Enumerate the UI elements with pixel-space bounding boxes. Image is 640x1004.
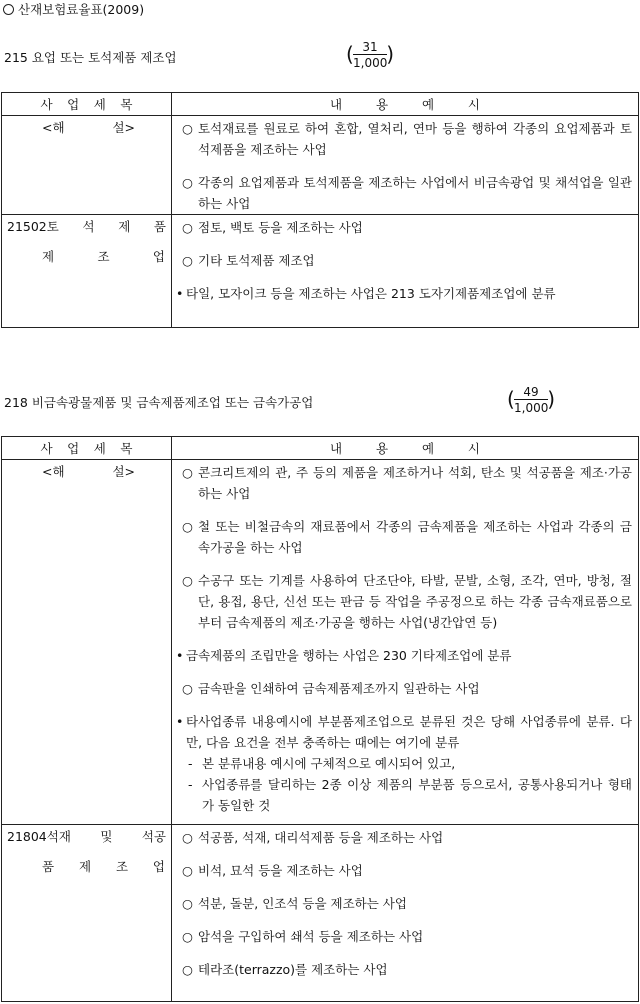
table-row <box>2 825 639 1002</box>
list-item <box>172 516 638 558</box>
header-char: 예 <box>421 441 435 456</box>
dash-bullet-icon: - <box>188 756 193 771</box>
list-item <box>172 462 638 504</box>
label-part: 석공 <box>141 829 166 844</box>
list-item <box>172 827 638 848</box>
header-business-detail <box>2 437 172 460</box>
table-row <box>2 116 639 215</box>
circle-bullet-icon: ○ <box>182 830 193 845</box>
circle-bullet-icon: ○ <box>182 253 193 268</box>
label-part: 품 <box>153 219 166 234</box>
list-item <box>172 645 638 666</box>
rate-open-paren: ( <box>507 387 515 411</box>
header-char: 예 <box>421 97 435 112</box>
header-char: 용 <box>375 97 389 112</box>
row-label <box>2 825 171 847</box>
list-item-text: 기타 토석제품 제조업 <box>198 253 315 268</box>
spacer <box>172 238 638 250</box>
rate-numerator: 49 <box>523 385 539 399</box>
circle-bullet-icon: ○ <box>182 863 193 878</box>
label-part: 및 <box>100 829 113 844</box>
section-218-table <box>1 436 639 1002</box>
dash-bullet-icon: - <box>188 777 193 792</box>
list-item-text: 본 분류내용 예시에 구체적으로 예시되어 있고, <box>202 756 456 771</box>
header-content-example <box>172 437 639 460</box>
label-part: 제 <box>118 219 131 234</box>
list-item <box>172 711 638 753</box>
header-char: 시 <box>467 97 480 112</box>
spacer <box>172 504 638 516</box>
spacer <box>172 881 638 893</box>
header-content-example-text <box>330 95 480 113</box>
header-business-detail-text <box>41 439 133 457</box>
rate-numerator: 31 <box>362 40 378 54</box>
circle-bullet-icon: ○ <box>182 573 193 588</box>
circle-bullet-icon: ○ <box>182 681 193 696</box>
row-items-cell <box>172 116 639 215</box>
list-item-text: 암석을 구입하여 쇄석 등을 제조하는 사업 <box>198 929 424 944</box>
circle-bullet-icon: ○ <box>182 121 193 136</box>
label-part: 업 <box>152 859 165 874</box>
list-item-text: 테라조(terrazzo)를 제조하는 사업 <box>198 962 388 977</box>
spacer <box>172 947 638 959</box>
section-215-table <box>1 92 639 328</box>
list-item-text: 수공구 또는 기계를 사용하여 단조단야, 타발, 문발, 소형, 조각, 연마, 방청, 절단, 용접, 용단, 신선 또는 판금 등 작업을 주공정으로 하는 각종 금속재료품으로부터 금속제품의 제조·가공을 행하는 사업(냉간압연 등) <box>198 573 632 630</box>
label-part: 설> <box>112 464 135 479</box>
list-item <box>172 118 638 160</box>
circle-bullet-icon: ○ <box>182 465 193 480</box>
circle-bullet-icon: ○ <box>182 896 193 911</box>
list-item <box>172 172 638 214</box>
list-item-text: 점토, 백토 등을 제조하는 사업 <box>198 220 363 235</box>
table-row <box>2 460 639 825</box>
row-label-cell <box>2 116 172 215</box>
spacer <box>172 271 638 283</box>
row-label <box>2 460 171 482</box>
section-218-heading: 218 비금속광물제품 및 금속제품제조업 또는 금속가공업 <box>4 395 314 410</box>
list-item-text: 타일, 모자이크 등을 제조하는 사업은 213 도자기제품제조업에 분류 <box>186 286 556 301</box>
row-label-cell <box>2 460 172 825</box>
label-part: 설> <box>112 120 135 135</box>
row-label-line-2 <box>2 237 171 267</box>
list-item-text: 사업종류를 달리하는 2종 이상 제품의 부분품 등으로서, 공통사용되거나 형태가 동일한 것 <box>202 777 632 813</box>
list-item-text: 토석재료를 원료로 하여 혼합, 열처리, 연마 등을 행하여 각종의 요업제품과 토석제품을 제조하는 사업 <box>198 121 632 157</box>
dot-bullet-icon: • <box>176 648 184 663</box>
rate-fraction <box>353 40 387 70</box>
label-part: 21804석재 <box>7 829 71 844</box>
list-item-text: 타사업종류 내용예시에 부분품제조업으로 분류된 것은 당해 사업종류에 분류. 다만, 다음 요건을 전부 충족하는 때에는 여기에 분류 <box>186 714 632 750</box>
list-item-text: 금속판을 인쇄하여 금속제품제조까지 일관하는 사업 <box>198 681 480 696</box>
label-part: <해 <box>42 464 65 479</box>
rate-close-paren: ) <box>547 387 555 411</box>
list-item <box>172 959 638 980</box>
spacer <box>172 848 638 860</box>
header-char: 세 <box>93 441 106 456</box>
circle-bullet-icon: ○ <box>182 929 193 944</box>
table-header-row <box>2 93 639 116</box>
row-label-cell <box>2 215 172 328</box>
list-item-text: 비석, 묘석 등을 제조하는 사업 <box>198 863 363 878</box>
row-label-cell <box>2 825 172 1002</box>
spacer <box>172 160 638 172</box>
list-item-text: 철 또는 비철금속의 재료품에서 각종의 금속제품을 제조하는 사업과 각종의 금속가공을 하는 사업 <box>198 519 632 555</box>
label-part: 제 <box>78 859 92 874</box>
list-item <box>172 217 638 238</box>
header-char: 목 <box>120 97 133 112</box>
label-part: 품 <box>42 859 55 874</box>
circle-bullet-icon: ○ <box>182 962 193 977</box>
header-char: 시 <box>467 441 480 456</box>
table-header-row <box>2 437 639 460</box>
header-char: 사 <box>40 441 53 456</box>
header-business-detail-text <box>41 95 133 113</box>
row-items-cell <box>172 460 639 825</box>
header-char: 내 <box>330 97 343 112</box>
list-item-text: 각종의 요업제품과 토석제품을 제조하는 사업에서 비금속광업 및 채석업을 일관하는 사업 <box>198 175 632 211</box>
list-item-text: 석공품, 석재, 대리석제품 등을 제조하는 사업 <box>198 830 444 845</box>
label-part: 제 <box>42 249 55 264</box>
header-char: 세 <box>93 97 106 112</box>
row-label <box>2 116 171 138</box>
rate-denominator: 1,000 <box>353 56 388 70</box>
dot-bullet-icon: • <box>176 286 184 301</box>
document-title <box>3 0 144 18</box>
list-item <box>172 570 638 633</box>
section-215-rate <box>346 40 394 74</box>
row-label <box>2 215 171 237</box>
spacer <box>172 633 638 645</box>
list-item <box>172 283 638 304</box>
list-item-text: 콘크리트제의 관, 주 등의 제품을 제조하거나 석회, 탄소 및 석공품을 제조·가공하는 사업 <box>198 465 632 501</box>
dot-bullet-icon: • <box>176 714 184 729</box>
label-part: 업 <box>152 249 165 264</box>
label-part: 조 <box>97 249 110 264</box>
row-items-cell <box>172 215 639 328</box>
list-item <box>172 893 638 914</box>
list-item <box>172 926 638 947</box>
label-part: 석 <box>82 219 95 234</box>
rate-denominator: 1,000 <box>514 401 549 415</box>
header-char: 업 <box>67 441 80 456</box>
list-item <box>172 753 638 774</box>
list-item <box>172 250 638 271</box>
spacer <box>172 558 638 570</box>
list-item <box>172 774 638 816</box>
circle-bullet-icon <box>3 4 14 15</box>
header-char: 사 <box>40 97 53 112</box>
list-item <box>172 860 638 881</box>
document-title-text: 산재보험료율표(2009) <box>18 2 145 17</box>
rate-close-paren: ) <box>386 42 394 66</box>
section-218-rate <box>507 385 555 419</box>
list-item-text: 석분, 돌분, 인조석 등을 제조하는 사업 <box>198 896 407 911</box>
list-item-text: 금속제품의 조립만을 행하는 사업은 230 기타제조업에 분류 <box>186 648 512 663</box>
header-char: 업 <box>67 97 80 112</box>
circle-bullet-icon: ○ <box>182 175 193 190</box>
section-215-heading: 215 요업 또는 토석제품 제조업 <box>4 50 177 65</box>
spacer <box>172 666 638 678</box>
row-label-line-2 <box>2 847 171 877</box>
header-content-example <box>172 93 639 116</box>
circle-bullet-icon: ○ <box>182 220 193 235</box>
circle-bullet-icon: ○ <box>182 519 193 534</box>
label-part: 조 <box>115 859 129 874</box>
row-items-cell <box>172 825 639 1002</box>
spacer <box>172 699 638 711</box>
header-content-example-text <box>330 439 480 457</box>
header-char: 용 <box>375 441 389 456</box>
header-business-detail <box>2 93 172 116</box>
label-part: 21502토 <box>7 219 59 234</box>
label-part: <해 <box>42 120 65 135</box>
spacer <box>172 914 638 926</box>
table-row <box>2 215 639 328</box>
header-char: 목 <box>120 441 133 456</box>
rate-fraction <box>514 385 548 415</box>
header-char: 내 <box>330 441 343 456</box>
rate-open-paren: ( <box>346 42 354 66</box>
list-item <box>172 678 638 699</box>
